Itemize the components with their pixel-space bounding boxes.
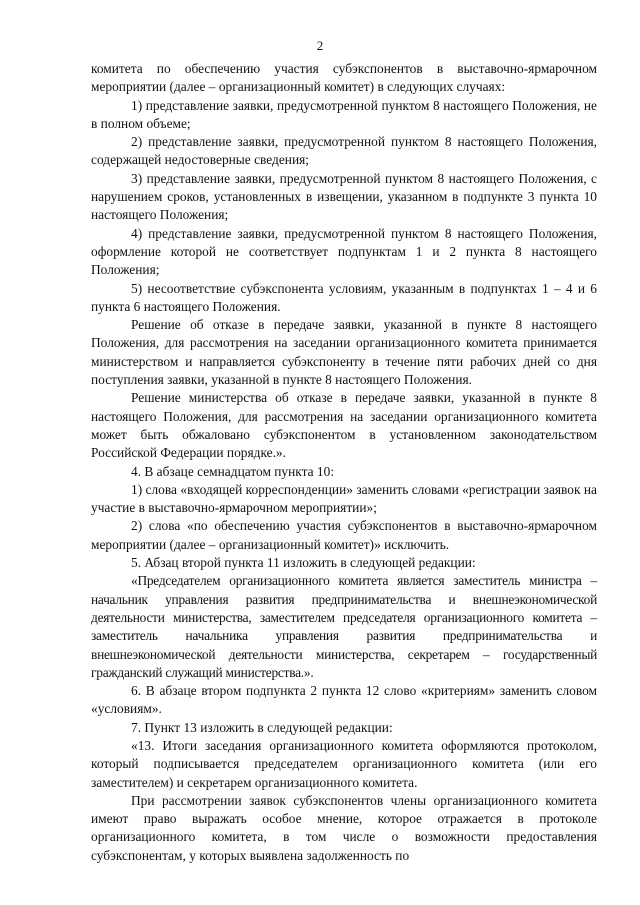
paragraph: 3) представление заявки, предусмотренной пунктом 8 настоящего Положения, с нарушением сроков, установленных в извещении, указанном в подпункте 3 пункта 10 настоящего Положения; bbox=[91, 170, 597, 223]
paragraph: «13. Итоги заседания организационного комитета оформляются протоколом, который подписывается председателем организационного комитета (или его заместителем) и секретарем организационного комитета. bbox=[91, 737, 597, 790]
paragraph: Решение об отказе в передаче заявки, указанной в пункте 8 настоящего Положения, для рассмотрения на заседании организационного комитета принимается министерством и направляется субэкспоненту в течение пяти рабочих дней со дня поступления заявки, указанной в пункте 8 настоящего Положения. bbox=[91, 317, 597, 388]
document-body bbox=[91, 60, 597, 865]
paragraph: 6. В абзаце втором подпункта 2 пункта 12 слово «критериям» заменить словом «условиям». bbox=[91, 683, 597, 717]
paragraph: 4. В абзаце семнадцатом пункта 10: bbox=[131, 463, 335, 479]
paragraph: 1) представление заявки, предусмотренной пунктом 8 настоящего Положения, не в полном объеме; bbox=[91, 97, 597, 131]
paragraph: При рассмотрении заявок субэкспонентов члены организационного комитета имеют право выражать особое мнение, которое отражается в протоколе организационного комитета, в том числе о возможности предоставления субэкспонентам, у которых выявлена задолженность по bbox=[91, 792, 597, 863]
paragraph: 5) несоответствие субэкспонента условиям, указанным в подпунктах 1 – 4 и 6 пункта 6 настоящего Положения. bbox=[91, 280, 597, 314]
page-number: 2 bbox=[316, 38, 324, 53]
paragraph: Решение министерства об отказе в передаче заявки, указанной в пункте 8 настоящего Положения, для рассмотрения на заседании организационного комитета может быть обжаловано субэкспонентом в установленном законодательством Российской Федерации порядке.». bbox=[91, 390, 597, 461]
paragraph: 5. Абзац второй пункта 11 изложить в следующей редакции: bbox=[131, 555, 476, 571]
paragraph: комитета по обеспечению участия субэкспонентов в выставочно-ярмарочном мероприятии (далее – организационный комитет) в следующих случаях: bbox=[91, 61, 597, 95]
paragraph: 2) представление заявки, предусмотренной пунктом 8 настоящего Положения, содержащей недостоверные сведения; bbox=[91, 134, 597, 168]
paragraph: 1) слова «входящей корреспонденции» заменить словами «регистрации заявок на участие в выставочно-ярмарочном мероприятии»; bbox=[91, 481, 597, 516]
paragraph: 7. Пункт 13 изложить в следующей редакции: bbox=[131, 719, 393, 735]
paragraph: 2) слова «по обеспечению участия субэкспонентов в выставочно-ярмарочном мероприятии (далее – организационный комитет)» исключить. bbox=[91, 518, 597, 552]
paragraph: «Председателем организационного комитета является заместитель министра – начальник управления развития предпринимательства и внешнеэкономической деятельности министерства, заместителем председателя организационного комитета – заместитель начальника управления развития предпринимательства и внешнеэкономической деятельности министерства, секретарем – государственный гражданский служащий министерства.». bbox=[91, 573, 597, 680]
paragraph: 4) представление заявки, предусмотренной пунктом 8 настоящего Положения, оформление которой не соответствует подпунктам 1 и 2 пункта 8 настоящего Положения; bbox=[91, 225, 597, 278]
